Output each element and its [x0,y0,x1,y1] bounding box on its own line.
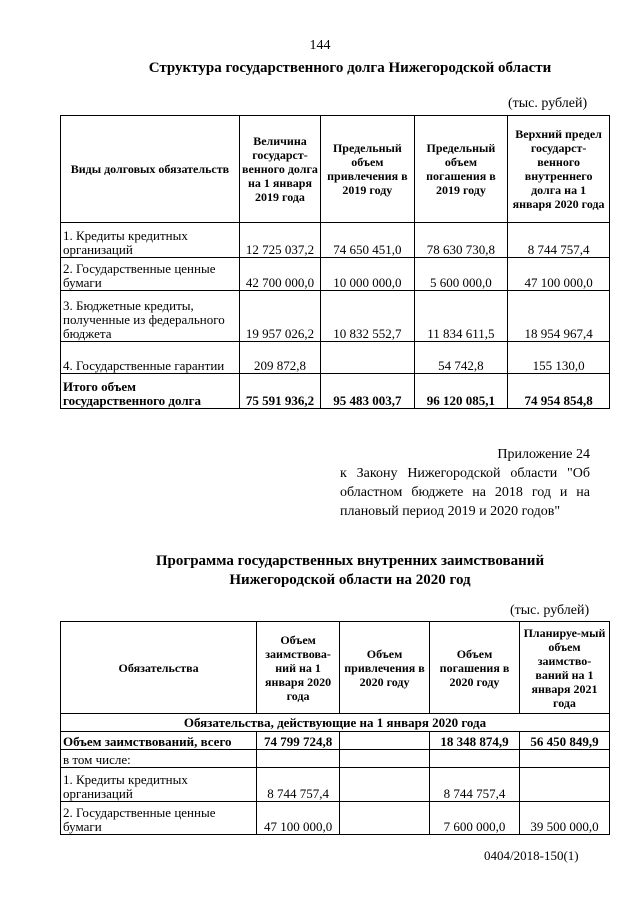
value-cell: 10 000 000,0 [321,258,415,291]
header-cell: Предельный объем погашения в 2019 году [414,116,508,223]
value-cell [257,750,340,768]
appendix-title: Приложение 24 [497,447,590,462]
appendix-block [340,445,590,521]
table-row [61,750,610,768]
value-cell: 10 832 552,7 [321,291,415,342]
row-label: 1. Кредиты кредитных организаций [61,223,240,258]
value-cell [519,750,609,768]
value-cell: 7 600 000,0 [430,802,520,835]
appendix-text: к Закону Нижегородской области "Об областном бюджете на 2018 год и на плановый период 2019 и 2020 годов" [340,466,590,519]
value-cell: 74 954 854,8 [508,374,610,409]
value-cell: 47 100 000,0 [257,802,340,835]
header-cell: Планируе-мый объем заимство-ваний на 1 января 2021 года [519,622,609,714]
value-cell: 47 100 000,0 [508,258,610,291]
value-cell: 78 630 730,8 [414,223,508,258]
header-cell: Объем заимствова-ний на 1 января 2020 года [257,622,340,714]
total-row [61,374,610,409]
value-cell [340,768,430,802]
title-line: Нижегородской области на 2020 год [229,572,471,588]
value-cell: 18 954 967,4 [508,291,610,342]
value-cell: 5 600 000,0 [414,258,508,291]
row-label: 1. Кредиты кредитных организаций [61,768,257,802]
value-cell [340,802,430,835]
value-cell: 18 348 874,9 [430,732,520,750]
value-cell: 74 799 724,8 [257,732,340,750]
header-cell: Обязательства [61,622,257,714]
value-cell: 12 725 037,2 [239,223,320,258]
table-row [61,802,610,835]
row-label: Объем заимствований, всего [61,732,257,750]
value-cell: 54 742,8 [414,342,508,374]
units-label: (тыс. рублей) [510,603,590,618]
title-line: Программа государственных внутренних заимствований [155,553,545,569]
row-label: 2. Государственные ценные бумаги [61,258,240,291]
row-label: 2. Государственные ценные бумаги [61,802,257,835]
value-cell: 75 591 936,2 [239,374,320,409]
table-row [61,732,610,750]
value-cell: 74 650 451,0 [321,223,415,258]
page-number: 144 [309,38,331,53]
title-borrowing-program [0,552,640,590]
table-row [61,223,610,258]
header-cell: Виды долговых обязательств [61,116,240,223]
value-cell: 209 872,8 [239,342,320,374]
value-cell: 11 834 611,5 [414,291,508,342]
row-label: 4. Государственные гарантии [61,342,240,374]
value-cell: 19 957 026,2 [239,291,320,342]
table-header-row [61,622,610,714]
value-cell [340,750,430,768]
header-cell: Величина государст-венного долга на 1 января 2019 года [239,116,320,223]
header-cell: Верхний предел государст-венного внутреннего долга на 1 января 2020 года [508,116,610,223]
value-cell [340,732,430,750]
section-row [61,714,610,732]
row-label: 3. Бюджетные кредиты, полученные из федерального бюджета [61,291,240,342]
header-cell: Объем привлечения в 2020 году [340,622,430,714]
value-cell [519,768,609,802]
units-label: (тыс. рублей) [508,96,588,111]
table-row [61,342,610,374]
value-cell: 96 120 085,1 [414,374,508,409]
header-cell: Предельный объем привлечения в 2019 году [321,116,415,223]
debt-structure-table [60,115,610,409]
table-header-row [61,116,610,223]
document-code: 0404/2018-150(1) [484,848,579,863]
value-cell [321,342,415,374]
value-cell [430,750,520,768]
title-debt-structure: Структура государственного долга Нижегородской области [148,60,552,76]
table-row [61,768,610,802]
table-row [61,291,610,342]
header-cell: Объем погашения в 2020 году [430,622,520,714]
value-cell: 8 744 757,4 [430,768,520,802]
value-cell: 39 500 000,0 [519,802,609,835]
value-cell: 155 130,0 [508,342,610,374]
value-cell: 95 483 003,7 [321,374,415,409]
value-cell: 42 700 000,0 [239,258,320,291]
row-label: в том числе: [61,750,257,768]
row-label: Итого объем государственного долга [61,374,240,409]
value-cell: 56 450 849,9 [519,732,609,750]
value-cell: 8 744 757,4 [257,768,340,802]
table-row [61,258,610,291]
value-cell: 8 744 757,4 [508,223,610,258]
borrowing-program-table [60,621,610,835]
section-title: Обязательства, действующие на 1 января 2020 года [61,714,610,732]
